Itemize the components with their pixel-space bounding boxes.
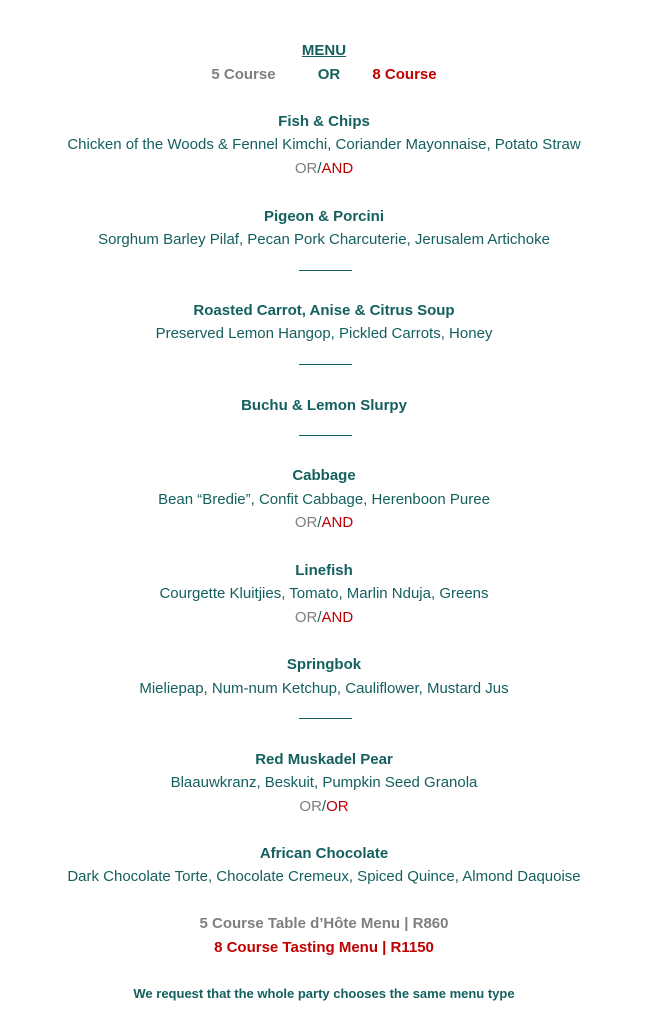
connector-slash: / [317, 609, 322, 626]
course-name: Cabbage [292, 467, 356, 484]
eight-course-label: 8 Course [372, 66, 437, 83]
connector-or: OR [294, 514, 318, 531]
five-course-label: 5 Course [211, 66, 276, 83]
connector-or: OR [294, 609, 318, 626]
course-description: Chicken of the Woods & Fennel Kimchi, Coriander Mayonnaise, Potato Straw [67, 136, 581, 153]
connector-or-alt: OR [326, 798, 349, 815]
five-course-price: 5 Course Table d’Hôte Menu | R860 [199, 915, 449, 932]
course-name: Pigeon & Porcini [263, 208, 384, 225]
party-menu-note: We request that the whole party chooses the same menu type [133, 986, 515, 1001]
course-name: Linefish [295, 562, 353, 579]
or-label: OR [317, 66, 341, 83]
section-divider [299, 435, 352, 436]
connector-and: AND [321, 514, 354, 531]
course-name: Springbok [286, 656, 362, 673]
connector-and: AND [321, 609, 354, 626]
connector-slash: / [321, 798, 327, 815]
connector-slash: / [317, 514, 322, 531]
menu-title: MENU [301, 42, 347, 59]
course-name: African Chocolate [259, 845, 389, 862]
course-description: Sorghum Barley Pilaf, Pecan Pork Charcuterie, Jerusalem Artichoke [98, 231, 550, 248]
connector-or: OR [299, 798, 322, 815]
course-name: Fish & Chips [278, 113, 370, 130]
course-name: Roasted Carrot, Anise & Citrus Soup [193, 302, 455, 319]
course-connector [0, 513, 648, 533]
section-divider [299, 270, 352, 271]
connector-and: AND [321, 160, 354, 177]
connector-slash: / [317, 160, 322, 177]
course-description: Preserved Lemon Hangop, Pickled Carrots, Honey [155, 325, 493, 342]
course-description: Blaauwkranz, Beskuit, Pumpkin Seed Granola [170, 774, 478, 791]
section-divider [299, 364, 352, 365]
course-description: Courgette Kluitjies, Tomato, Marlin Nduja, Greens [159, 585, 489, 602]
course-name: Buchu & Lemon Slurpy [241, 397, 407, 414]
course-description: Dark Chocolate Torte, Chocolate Cremeux, Spiced Quince, Almond Daquoise [67, 868, 581, 885]
course-description: Mieliepap, Num-num Ketchup, Cauliflower, Mustard Jus [139, 680, 509, 697]
menu-type-selector [0, 65, 648, 85]
course-connector [0, 797, 648, 817]
course-description: Bean “Bredie”, Confit Cabbage, Herenboon Puree [158, 491, 490, 508]
eight-course-price: 8 Course Tasting Menu | R1150 [214, 939, 434, 956]
course-name: Red Muskadel Pear [255, 751, 393, 768]
connector-or: OR [294, 160, 318, 177]
section-divider [299, 718, 352, 719]
course-connector [0, 159, 648, 179]
course-connector [0, 608, 648, 628]
